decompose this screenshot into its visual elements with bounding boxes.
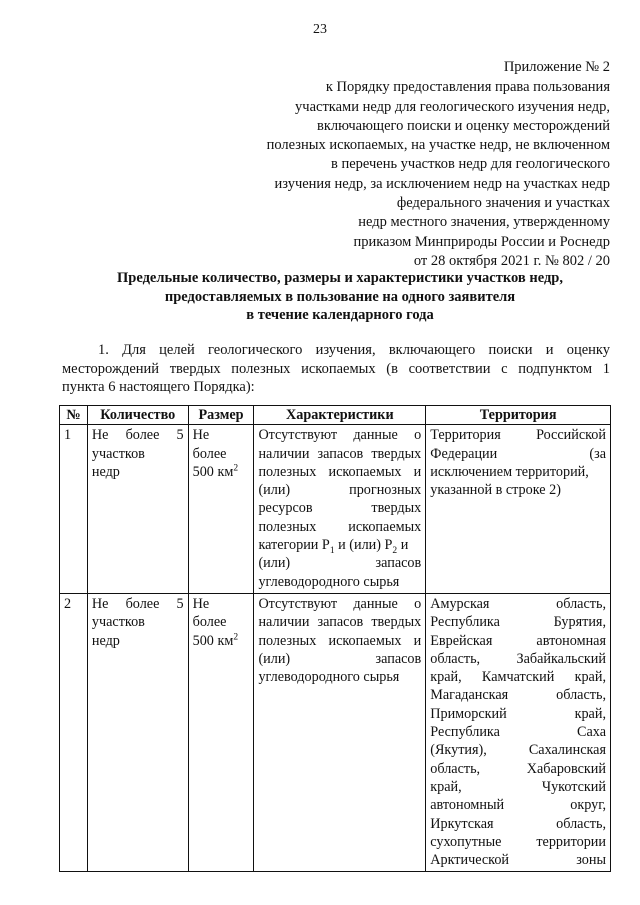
title-line: предоставляемых в пользование на одного заявителя xyxy=(164,288,516,305)
quantity-line: Не более 5 xyxy=(91,427,184,444)
category-prefix: категории P xyxy=(258,537,330,554)
territory-line: область, Забайкальский xyxy=(430,650,606,667)
characteristics-line: ресурсов твердых xyxy=(258,500,422,517)
characteristics-line: (или) прогнозных xyxy=(258,482,422,499)
territory-line: автономный округ, xyxy=(430,797,606,814)
row-size xyxy=(188,425,254,594)
appendix-line: в перечень участков недр для геологического xyxy=(330,156,610,173)
characteristics-line: наличии запасов твердых xyxy=(258,614,422,631)
territory-line: Амурская область, xyxy=(430,595,606,612)
appendix-line: Приложение № 2 xyxy=(503,59,610,75)
characteristics-line: (или) запасов xyxy=(258,650,422,667)
appendix-line: включающего поиски и оценку месторождений xyxy=(316,117,610,134)
size-line: Не xyxy=(192,595,210,612)
appendix-line: приказом Минприроды России и Роснедр xyxy=(353,233,610,250)
characteristics-line: углеводородного сырья xyxy=(258,669,400,686)
characteristics-line: Отсутствуют данные о xyxy=(258,427,422,444)
table-row xyxy=(60,593,611,871)
category-suffix: и xyxy=(397,537,409,554)
row-number: 2 xyxy=(60,593,88,871)
size-unit-exponent: 2 xyxy=(233,463,239,474)
territory-line: Приморский край, xyxy=(430,705,606,722)
characteristics-line: полезных ископаемых и xyxy=(258,632,422,649)
quantity-line: недр xyxy=(91,463,120,480)
appendix-header xyxy=(210,58,610,271)
territory-line: Территория Российской xyxy=(430,427,606,444)
territory-line: (Якутия), Сахалинская xyxy=(430,742,606,759)
intro-line: пункта 6 настоящего Порядка): xyxy=(62,379,255,395)
intro-paragraph xyxy=(62,341,610,397)
appendix-line: недр местного значения, утвержденному xyxy=(358,214,610,231)
category-subscript-1: 1 xyxy=(329,545,335,556)
size-number: 500 км xyxy=(192,632,234,649)
size-unit-exponent: 2 xyxy=(233,631,239,642)
characteristics-line: полезных ископаемых и xyxy=(258,463,422,480)
limits-table xyxy=(59,405,611,872)
territory-line: Республика Бурятия, xyxy=(430,614,606,631)
territory-line: область, Хабаровский xyxy=(430,760,606,777)
row-territory xyxy=(426,593,611,871)
size-line: более xyxy=(192,445,227,462)
row-size xyxy=(188,593,254,871)
quantity-line: участков xyxy=(91,614,145,631)
territory-line: край, Чукотский xyxy=(430,778,606,795)
row-characteristics xyxy=(254,425,426,594)
quantity-line: участков xyxy=(91,445,145,462)
row-number: 1 xyxy=(60,425,88,594)
table-header-row xyxy=(60,406,611,425)
page-number: 23 xyxy=(313,22,327,37)
appendix-line: полезных ископаемых, на участке недр, не включенном xyxy=(266,137,610,154)
territory-line: Федерации (за xyxy=(430,445,606,462)
characteristics-category-line xyxy=(258,536,421,554)
header-size: Размер xyxy=(188,406,254,425)
header-territory: Территория xyxy=(426,406,611,425)
size-value xyxy=(193,632,250,650)
title-line: в течение календарного года xyxy=(246,307,434,323)
characteristics-line: (или) запасов xyxy=(258,555,422,572)
document-title xyxy=(60,269,620,325)
territory-line: Еврейская автономная xyxy=(430,632,606,649)
territory-line: Иркутская область, xyxy=(430,815,606,832)
size-line: Не xyxy=(192,427,210,444)
quantity-line: Не более 5 xyxy=(91,595,184,612)
title-line: Предельные количество, размеры и характеристики участков недр, xyxy=(117,270,563,286)
appendix-line: к Порядку предоставления права пользования xyxy=(325,79,610,96)
territory-line: Магаданская область, xyxy=(430,687,606,704)
territory-line: Республика Саха xyxy=(430,724,606,741)
intro-line: 1. Для целей геологического изучения, включающего поиски и оценку xyxy=(98,342,610,358)
quantity-line: недр xyxy=(91,632,120,649)
size-value xyxy=(193,463,250,481)
appendix-line: изучения недр, за исключением недр на участках недр xyxy=(274,175,610,192)
category-middle: и (или) P xyxy=(334,537,393,554)
characteristics-line: Отсутствуют данные о xyxy=(258,595,422,612)
territory-line: сухопутные территории xyxy=(430,833,606,850)
row-quantity xyxy=(87,593,188,871)
territory-line: Арктической зоны xyxy=(430,852,606,869)
row-characteristics xyxy=(254,593,426,871)
territory-line: указанной в строке 2) xyxy=(430,482,561,499)
appendix-line: от 28 октября 2021 г. № 802 / 20 xyxy=(413,252,610,269)
table-row xyxy=(60,425,611,594)
characteristics-line: наличии запасов твердых xyxy=(258,445,422,462)
characteristics-line: углеводородного сырья xyxy=(258,573,400,590)
row-territory xyxy=(426,425,611,594)
characteristics-line: полезных ископаемых xyxy=(258,518,422,535)
category-subscript-2: 2 xyxy=(392,545,398,556)
size-number: 500 км xyxy=(192,463,234,480)
appendix-line: федерального значения и участках xyxy=(396,195,610,212)
territory-line: исключением территорий, xyxy=(430,463,589,480)
header-characteristics: Характеристики xyxy=(254,406,426,425)
row-quantity xyxy=(87,425,188,594)
territory-line: край, Камчатский край, xyxy=(430,669,606,686)
intro-line: месторождений твердых полезных ископаемых (в соответствии с подпунктом 1 xyxy=(62,360,610,377)
header-quantity: Количество xyxy=(87,406,188,425)
appendix-line: участками недр для геологического изучения недр, xyxy=(295,98,610,115)
size-line: более xyxy=(192,614,227,631)
header-number: № xyxy=(60,406,88,425)
